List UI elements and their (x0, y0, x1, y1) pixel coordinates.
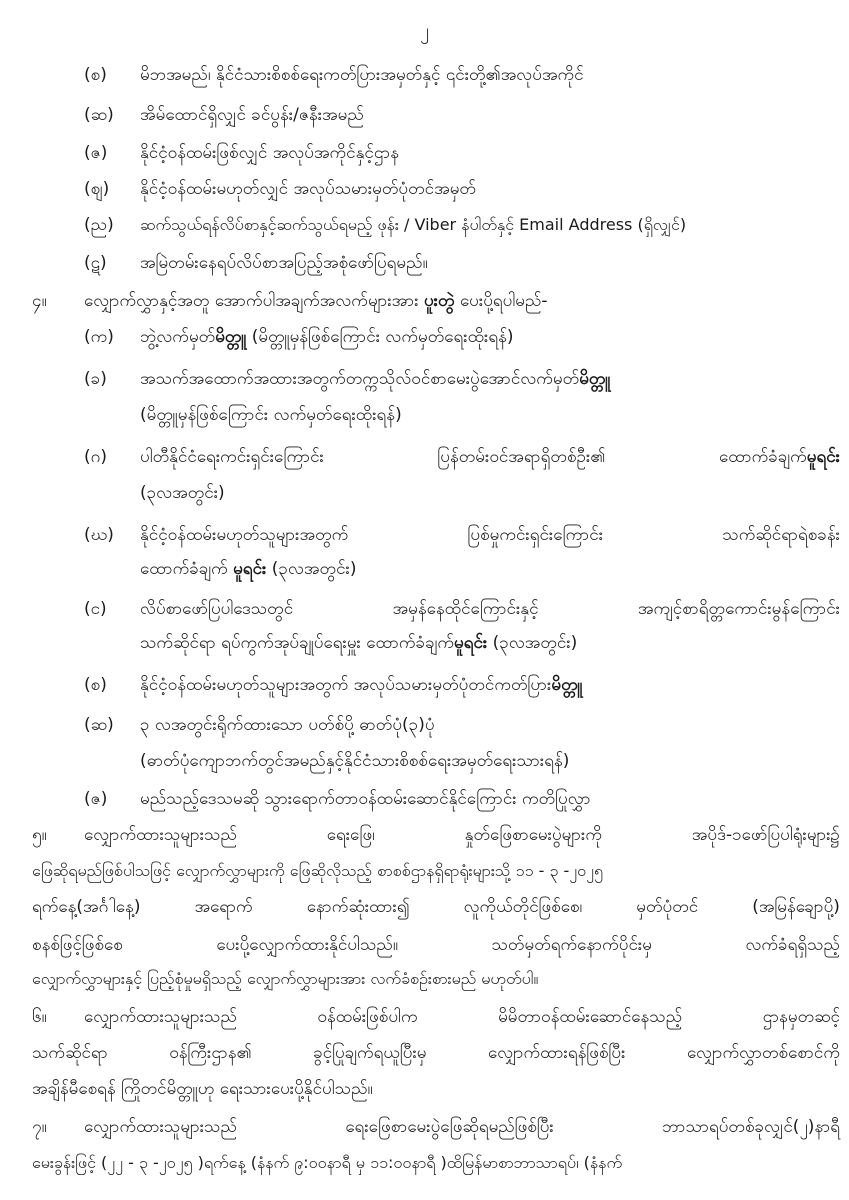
list-item-text: ပါတီနိုင်ငံရေးကင်းရှင်းကြောင်း ပြန်တမ်းဝင်အရာရှိတစ်ဦး၏ ထောက်ခံချက်မူရင်း (140, 447, 840, 467)
list-marker: (ဆ) (84, 105, 114, 125)
list-item-text: အိမ်ထောင်ရှိလျှင် ခင်ပွန်း/ဇနီးအမည် (140, 105, 364, 125)
paragraph-text: စနစ်ဖြင့်ဖြစ်စေ ပေးပို့လျှောက်ထားနိုင်ပါသည်။ သတ်မှတ်ရက်နောက်ပိုင်းမှ လက်ခံရရှိသည့် (32, 935, 840, 955)
paragraph-number: ၄။ (32, 291, 47, 311)
list-marker: (ဋ) (84, 253, 107, 273)
paragraph-text: မေးခွန်းဖြင့် (၂၂ - ၃ -၂၀၂၅ )ရက်နေ့ (နံနက် ၉:၀၀နာရီ မှ ၁၁:၀၀နာရီ )ထိမြန်မာစာဘာသာရပ်၊ (နံနက် (32, 1153, 623, 1172)
list-marker: (ဆ) (84, 715, 114, 735)
paragraph-text: လျှောက်ထားသူများသည် ရေးဖြေစာမေးပွဲဖြေဆိုရမည်ဖြစ်ပြီး ဘာသာရပ်တစ်ခုလျှင်(၂)နာရီ (84, 1117, 840, 1137)
list-item-text: အမြဲတမ်းနေရပ်လိပ်စာအပြည့်အစုံဖော်ပြရမည်။ (140, 253, 428, 273)
list-item-text: လိပ်စာဖော်ပြပါဒေသတွင် အမှန်နေထိုင်ကြောင်းနှင့် အကျင့်စာရိတ္တကောင်းမွန်ကြောင်း (140, 599, 840, 619)
paragraph-number: ၆။ (32, 1007, 47, 1027)
paragraph-text: လျှောက်ထားသူများသည် ရေးဖြေ၊ နှုတ်ဖြေစာမေးပွဲများကို အပိုဒ်-၁ဖော်ပြပါရုံးများ၌ (84, 825, 840, 845)
list-marker: (ဇ) (84, 143, 108, 163)
list-marker: (ဈ) (84, 179, 110, 199)
list-item-text: (မိတ္တူမှန်ဖြစ်ကြောင်း လက်မှတ်ရေးထိုးရန်) (140, 405, 402, 425)
list-item-text: နိုင်ငံ့ဝန်ထမ်းမဟုတ်လျှင် အလုပ်သမားမှတ်ပုံတင်အမှတ် (140, 179, 476, 199)
list-marker: (စ) (84, 675, 107, 695)
paragraph-text: သက်ဆိုင်ရာ ဝန်ကြီးဌာန၏ ခွင့်ပြုချက်ရယူပြီးမှ လျှောက်ထားရန်ဖြစ်ပြီး လျှောက်လွှာတစ်စောင်ကို (32, 1043, 840, 1063)
list-marker: (ဂ) (84, 447, 107, 467)
list-item-text: မည်သည့်ဒေသမဆို သွားရောက်တာဝန်ထမ်းဆောင်နိုင်ကြောင်း ကတိပြုလွှာ (140, 789, 591, 809)
list-item-text: သက်ဆိုင်ရာ ရပ်ကွက်အုပ်ချုပ်ရေးမှူး ထောက်ခံချက်မူရင်း (၃လအတွင်း) (140, 633, 578, 653)
list-marker: (ဇ) (84, 789, 108, 809)
page-number: ၂ (420, 20, 429, 41)
list-item-text: ၃ လအတွင်းရိုက်ထားသော ပတ်စ်ပို့ ဓာတ်ပုံ(၃)ပုံ (140, 715, 435, 735)
list-item-text: ဆက်သွယ်ရန်လိပ်စာနှင့်ဆက်သွယ်ရမည့် ဖုန်း / Viber နံပါတ်နှင့် Email Address (ရှိလျှင်) (140, 215, 687, 234)
list-item-text: နိုင်ငံ့ဝန်ထမ်းမဟုတ်သူများအတွက် အလုပ်သမားမှတ်ပုံတင်ကတ်ပြားမိတ္တူ (140, 675, 583, 695)
list-marker: (င) (84, 599, 107, 619)
list-item-text: မိဘအမည်၊ နိုင်ငံသားစိစစ်ရေးကတ်ပြားအမှတ်နှင့် ၎င်းတို့၏အလုပ်အကိုင် (140, 65, 584, 85)
list-item-text: ဘွဲ့လက်မှတ်မိတ္တူ (မိတ္တူမှန်ဖြစ်ကြောင်း လက်မှတ်ရေးထိုးရန်) (140, 327, 514, 347)
paragraph-text: ဖြေဆိုရမည်ဖြစ်ပါသဖြင့် လျှောက်လွှာများကို ဖြေဆိုလိုသည့် စာစစ်ဌာနရှိရာရုံးများသို့ ၁၁ - ၃ -၂၀၂၅ (32, 861, 604, 880)
list-item-text: (ဓာတ်ပုံကျောဘက်တွင်အမည်နှင့်နိုင်ငံသားစိစစ်ရေးအမှတ်ရေးသားရန်) (140, 751, 570, 771)
list-item-text: နိုင်ငံ့ဝန်ထမ်းဖြစ်လျှင် အလုပ်အကိုင်နှင့်ဌာန (140, 143, 400, 163)
paragraph-text: လျှောက်လွှာနှင့်အတူ အောက်ပါအချက်အလက်များအား ပူးတွဲ ပေးပို့ရပါမည်- (84, 291, 548, 311)
list-marker: (ည) (84, 215, 114, 235)
paragraph-text: လျှောက်ထားသူများသည် ဝန်ထမ်းဖြစ်ပါက မိမိတာဝန်ထမ်းဆောင်နေသည့် ဌာနမှတဆင့် (84, 1007, 840, 1027)
list-marker: (ဃ) (84, 525, 114, 545)
list-marker: (က) (84, 327, 114, 347)
paragraph-text: ရက်နေ့(အင်္ဂါနေ့) အရောက် နောက်ဆုံးထား၍ လူကိုယ်တိုင်ဖြစ်စေ၊ မှတ်ပုံတင် (အမြန်ချောပို့) (32, 897, 840, 917)
paragraph-text: အချိန်မီစေရန် ကြိုတင်မိတ္တူဟု ရေးသားပေးပို့နိုင်ပါသည်။ (32, 1079, 373, 1099)
paragraph-text: လျှောက်လွှာများနှင့် ပြည့်စုံမှုမရှိသည့် လျှောက်လွှာများအား လက်ခံစဉ်းစားမည် မဟုတ်ပါ။ (32, 969, 539, 988)
list-item-text: (၃လအတွင်း) (140, 483, 225, 503)
list-item-text: အသက်အထောက်အထားအတွက်တက္ကသိုလ်ဝင်စာမေးပွဲအောင်လက်မှတ်မိတ္တူ (140, 369, 611, 389)
list-marker: (စ) (84, 65, 107, 85)
list-marker: (ခ) (84, 369, 107, 389)
list-item-text: နိုင်ငံ့ဝန်ထမ်းမဟုတ်သူများအတွက် ပြစ်မှုကင်းရှင်းကြောင်း သက်ဆိုင်ရာရဲစခန်း (140, 525, 840, 545)
list-item-text: ထောက်ခံချက် မူရင်း (၃လအတွင်း) (140, 559, 357, 579)
paragraph-number: ၇။ (32, 1117, 47, 1137)
paragraph-number: ၅။ (32, 825, 47, 845)
